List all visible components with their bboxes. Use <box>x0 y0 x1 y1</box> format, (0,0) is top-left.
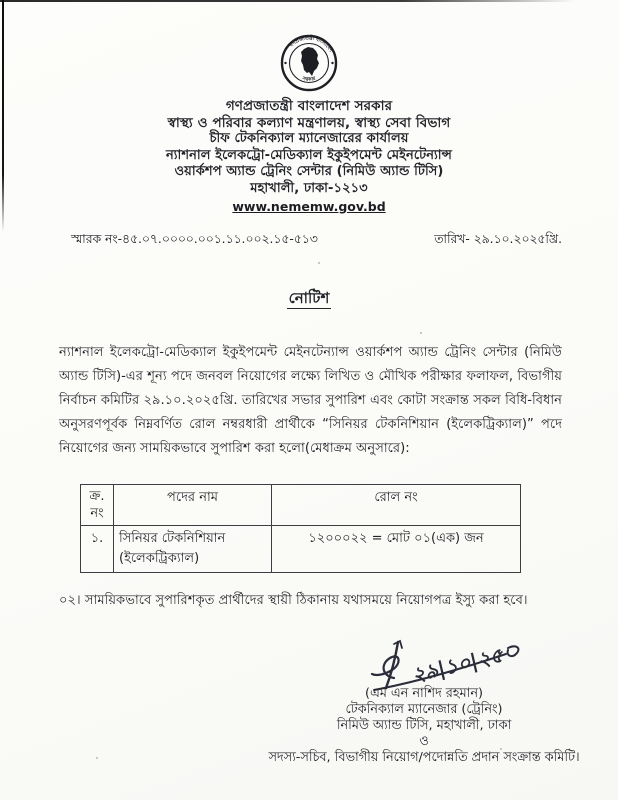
website-url: www.nememw.gov.bd <box>232 199 386 214</box>
seal-top-text: গণপ্রজাতন্ত্রী বাংলাদেশ <box>288 35 334 54</box>
address-line: মহাখালী, ঢাকা-১২১৩ <box>250 180 368 196</box>
scan-edge-top <box>0 0 575 2</box>
org-name-line2: ওয়ার্কশপ অ্যান্ড ট্রেনিং সেন্টার (নিমিউ অ্যান্ড টিসি) <box>174 164 444 179</box>
col-header-serial: ক্র. নং <box>81 485 114 526</box>
scan-edge-left <box>2 0 4 232</box>
col-header-post: পদের নাম <box>114 485 272 526</box>
table-header-row <box>81 485 521 526</box>
ministry-line: স্বাস্থ্য ও পরিবার কল্যাণ মন্ত্রণালয়, স্বাস্থ্য সেবা বিভাগ <box>167 114 451 131</box>
office-line: চীফ টেকনিক্যাল ম্যানেজারের কার্যালয় <box>209 131 409 146</box>
clause-02: ০২। সাময়িকভাবে সুপারিশকৃত প্রার্থীদের স্থায়ী ঠিকানায় যথাসময়ে নিয়োগপত্র ইস্যু করা হবে। <box>59 593 528 608</box>
notice-heading-text: নোটিশ <box>288 289 330 307</box>
bangladesh-map-shape <box>301 47 319 76</box>
government-seal-icon <box>280 34 338 92</box>
cell-roll-number: ১২০০০২২ = মোট ০১(এক) জন <box>272 526 521 573</box>
recommendation-table <box>80 484 521 573</box>
col-header-roll: রোল নং <box>272 485 521 526</box>
cell-post-name: সিনিয়র টেকনিশিয়ান (ইলেকট্রিক্যাল) <box>114 526 272 573</box>
conjunction-and: ও <box>419 734 429 749</box>
signatory-org: নিমিউ অ্যান্ড টিসি, মহাখালী, ঢাকা <box>336 718 512 733</box>
scan-speck <box>500 748 502 750</box>
memo-date: তারিখ- ২৯.১০.২০২৫খ্রি. <box>434 232 562 246</box>
notice-body-paragraph: ন্যাশনাল ইলেকট্রো-মেডিক্যাল ইকুইপমেন্ট মেইনটেন্যান্স ওয়ার্কশপ অ্যান্ড ট্রেনিং সেন্টার (নিমিউ অ্যান্ড টিসি)-এর শূন্য পদে জনবল নিয়োগের লক্ষ্যে লিখিত ও মৌখিক পরীক্ষার ফলাফল, বিভাগীয় নির্বাচন কমিটির ২৯.১০.২০২৫খ্রি. তারিখের সভার সুপারিশ এবং কোটা সংক্রান্ত সকল বিধি-বিধান অনুসরণপূর্বক নিম্নবর্ণিত রোল নম্বরধারী প্রার্থীকে “সিনিয়র টেকনিশিয়ান (ইলেকট্রিক্যাল)” পদে নিয়োগের জন্য সাময়িকভাবে সুপারিশ করা হলো(মেধাক্রম অনুসারে): <box>59 345 562 456</box>
scan-speck <box>96 757 98 759</box>
signatory-committee-role: সদস্য-সচিব, বিভাগীয় নিয়োগ/পদোন্নতি প্রদান সংক্রান্ত কমিটি। <box>268 750 580 765</box>
notice-heading <box>0 287 618 312</box>
org-name-line1: ন্যাশনাল ইলেকট্রো-মেডিক্যাল ইকুইপমেন্ট মেইনটেন্যান্স <box>165 147 453 163</box>
signature-block <box>238 638 610 766</box>
cell-serial: ১. <box>81 526 114 573</box>
signature-date-scribble: ২৯|১০|২৫ <box>409 642 506 687</box>
govt-title: গণপ্রজাতন্ত্রী বাংলাদেশ সরকার <box>225 98 393 114</box>
table-row <box>81 526 521 573</box>
signatory-name: (এম এন নাশিদ রহমান) <box>365 686 483 701</box>
seal-bottom-text: সরকার <box>301 75 317 83</box>
svg-text:সরকার <box>301 76 317 83</box>
memo-row <box>71 231 562 251</box>
scan-speck <box>420 332 422 334</box>
letterhead <box>0 0 618 214</box>
signatory-title: টেকনিক্যাল ম্যানেজার (ট্রেনিং) <box>345 702 503 717</box>
scan-speck <box>318 262 320 264</box>
memo-number: স্মারক নং-৪৫.০৭.০০০০.০০১.১১.০০২.১৫-৫১৩ <box>71 232 318 246</box>
